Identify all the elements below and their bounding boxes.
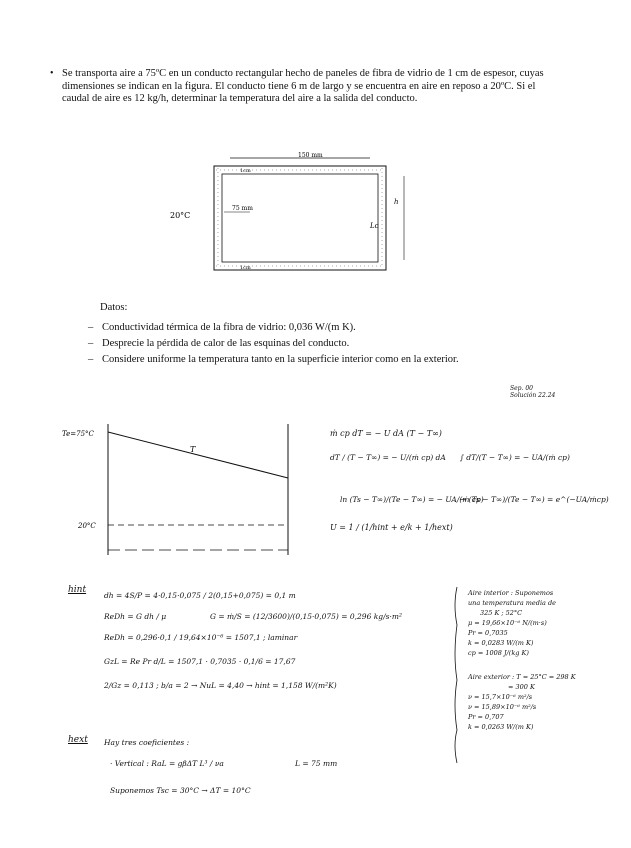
eq3a: ln (Ts − T∞)/(Te − T∞) = − UA/(ṁ cp) <box>340 495 484 504</box>
duct-outer <box>214 166 386 270</box>
eq4: U = 1 / (1/hint + e/k + 1/hext) <box>330 523 453 532</box>
graph-tinf-label: 20°C <box>78 522 96 530</box>
ext-2: · Vertical : RaL = gβΔT L³ / νa <box>110 759 224 768</box>
graph-tin-label: Te=75°C <box>62 430 94 438</box>
calc-re-def: ReDh = G dh / μ <box>104 612 167 621</box>
ext-1: Hay tres coeficientes : <box>104 738 190 747</box>
duct-inner <box>222 174 378 262</box>
signature: Sep. 00 Solución 22.24 <box>510 385 556 399</box>
datos-item: – Desprecie la pérdida de calor de las esquinas del conducto. <box>88 338 350 349</box>
datos-item: – Considere uniforme la temperatura tanto en la superficie interior como en la exterior. <box>88 354 459 365</box>
props-ext: Aire exterior : T = 25°C = 298 K ≈ 300 K ν = 15,7×10⁻⁶ m²/s ν = 15,89×10⁻⁶ m²/s Pr = 0,707 k = 0,0263 W/(m K) <box>468 673 576 731</box>
label-ext: hext <box>68 735 88 745</box>
calc-dh: dh = 4S/P = 4·0,15·0,075 / 2(0,15+0,075) = 0,1 m <box>104 591 296 600</box>
side-label-a: Lc <box>370 222 379 230</box>
left-temp-label: 20°C <box>170 211 191 220</box>
side-label-b: h <box>394 198 399 206</box>
temperature-graph <box>60 420 300 565</box>
graph-curve <box>108 432 288 478</box>
problem-statement <box>50 68 562 106</box>
label-int: hint <box>68 585 87 595</box>
width-label: 150 mm <box>298 152 323 159</box>
calc-gz: GzL = Re Pr d/L = 1507,1 · 0,7035 · 0,1/6 = 17,67 <box>104 657 296 666</box>
brace-line <box>452 585 462 765</box>
datos-item: – Conductividad térmica de la fibra de vidrio: 0,036 W/(m K). <box>88 322 356 333</box>
ext-2b: L = 75 mm <box>295 759 338 768</box>
datos-title: Datos: <box>100 302 128 313</box>
ext-3: Suponemos Tsc = 30°C → ΔT = 10°C <box>110 786 251 795</box>
dim-small-1: 1cm <box>240 168 251 174</box>
datos-list <box>88 320 588 368</box>
calc-g: G = ṁ/S = (12/3600)/(0,15·0,075) = 0,296 kg/s·m² <box>210 612 402 621</box>
problem-text: Se transporta aire a 75ºC en un conducto rectangular hecho de paneles de fibra de vidrio de 1 cm de espesor, cuyas dimensiones se indican en la figura. El conducto tiene 6 m de largo y se encuentra en aire en reposo a 20ºC. Si el caudal de aire es 12 kg/h, determinar la temperatura del aire a la salida del conducto. <box>62 68 544 104</box>
eq3b: → (Ts − T∞)/(Te − T∞) = e^(−UA/ṁcp) <box>460 495 609 504</box>
eq2a: dT / (T − T∞) = − U/(ṁ cp) dA <box>330 453 446 462</box>
graph-curve-label: T <box>190 445 196 454</box>
eq1: ṁ cp dT = − U dA (T − T∞) <box>330 429 442 438</box>
props-int: Aire interior : Suponemos una temperatura media de 325 K ; 52°C μ = 19,66×10⁻⁶ N/(m·s) Pr = 0,7035 k = 0,0283 W/(m K) cp = 1008 J/(kg K) <box>468 589 556 657</box>
eq2b: ∫ dT/(T − T∞) = − UA/(ṁ cp) <box>460 453 570 462</box>
dim-small-2: 1cm <box>240 265 251 271</box>
bullet: • <box>50 68 54 79</box>
inner-label: 75 mm <box>232 205 253 212</box>
duct-figure <box>150 148 440 278</box>
calc-re: ReDh = 0,296·0,1 / 19,64×10⁻⁶ = 1507,1 ; laminar <box>104 633 298 642</box>
calc-nu: 2/Gz = 0,113 ; b/a = 2 → NuL = 4,40 → hint = 1,158 W/(m²K) <box>104 681 337 690</box>
